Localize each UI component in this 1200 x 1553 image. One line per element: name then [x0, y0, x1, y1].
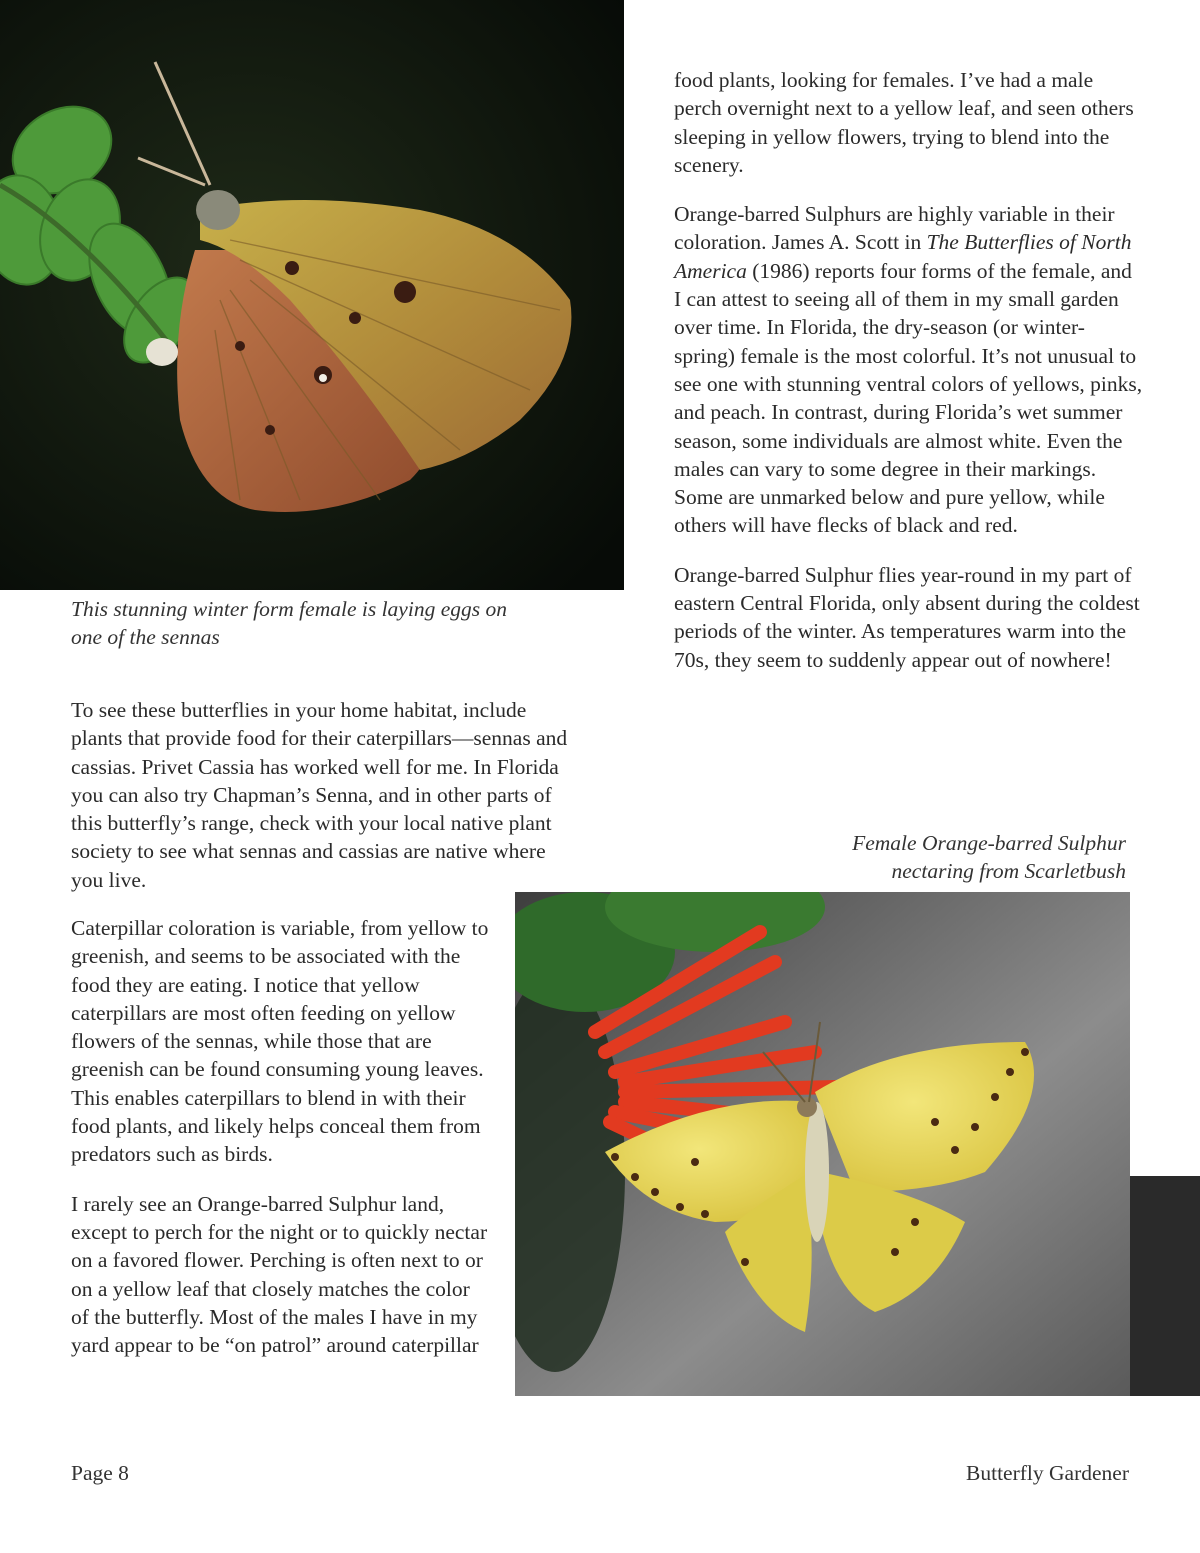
top-photo-caption: This stunning winter form female is laying eggs on one of the sennas [71, 597, 507, 649]
paragraph-flight-season: Orange-barred Sulphur flies year-round in my part of eastern Central Florida, only absent during the coldest periods of the winter. As temperatures warm into the 70s, they seem to suddenly appear out of nowhere! [674, 562, 1140, 672]
butterfly-photo-icon [0, 0, 624, 590]
right-column [674, 66, 1144, 695]
paragraph-perching: I rarely see an Orange-barred Sulphur land, except to perch for the night or to quickly nectar on a favored flower. Perching is often next to or on a yellow leaf that closely matches the color of the butterfly. Most of the males I have in my yard appear to be “on patrol” around caterpillar [71, 1191, 488, 1358]
top-butterfly-photo [0, 0, 624, 590]
publication-name: Butterfly Gardener [966, 1461, 1129, 1485]
butterfly-photo-icon [515, 892, 1130, 1396]
bottom-caption-line1: Female Orange-barred Sulphur [852, 831, 1126, 855]
bottom-photo-caption [760, 829, 1126, 885]
side-tab-marker [1130, 1176, 1200, 1396]
page-number: Page 8 [71, 1461, 129, 1485]
paragraph-caterpillar-coloration: Caterpillar coloration is variable, from yellow to greenish, and seems to be associated with the food they are eating. I notice that yellow caterpillars are most often feeding on yellow flowers of the sennas, while those that are greenish can be found consuming young leaves. This enables caterpillars to blend in with their food plants, and likely helps conceal them from predators such as birds. [71, 916, 489, 1167]
paragraph-variability [674, 200, 1144, 540]
variability-text-b: (1986) reports four forms of the female, and I can attest to seeing all of them in my small garden over time. In Florida, the dry-season (or winter-spring) female is the most colorful. It’s not unusual to see one with stunning ventral colors of yellows, pinks, and peach. In contrast, during Florida’s wet summer season, some individuals are almost white. Even the males can vary to some degree in their markings. Some are unmarked below and pure yellow, while others will have flecks of black and red. [674, 258, 1143, 538]
left-column-bottom [71, 914, 491, 1380]
bottom-butterfly-photo [515, 892, 1130, 1396]
left-column-top [71, 696, 581, 915]
paragraph-continued: food plants, looking for females. I’ve had a male perch overnight next to a yellow leaf, and seen others sleeping in yellow flowers, trying to blend into the scenery. [674, 68, 1134, 177]
paragraph-food-plants: To see these butterflies in your home habitat, include plants that provide food for their caterpillars—sennas and cassias. Privet Cassia has worked well for me. In Florida you can also try Chapman’s Senna, and in other parts of this butterfly’s range, check with your local native plant society to see what sennas and cassias are native where you live. [71, 698, 568, 892]
book-title: The Butterflies of North America [674, 230, 1132, 283]
variability-text-a: Orange-barred Sulphurs are highly variable in their coloration. James A. Scott in [674, 202, 1115, 255]
bottom-caption-line2: nectaring from Scarletbush [891, 859, 1126, 883]
